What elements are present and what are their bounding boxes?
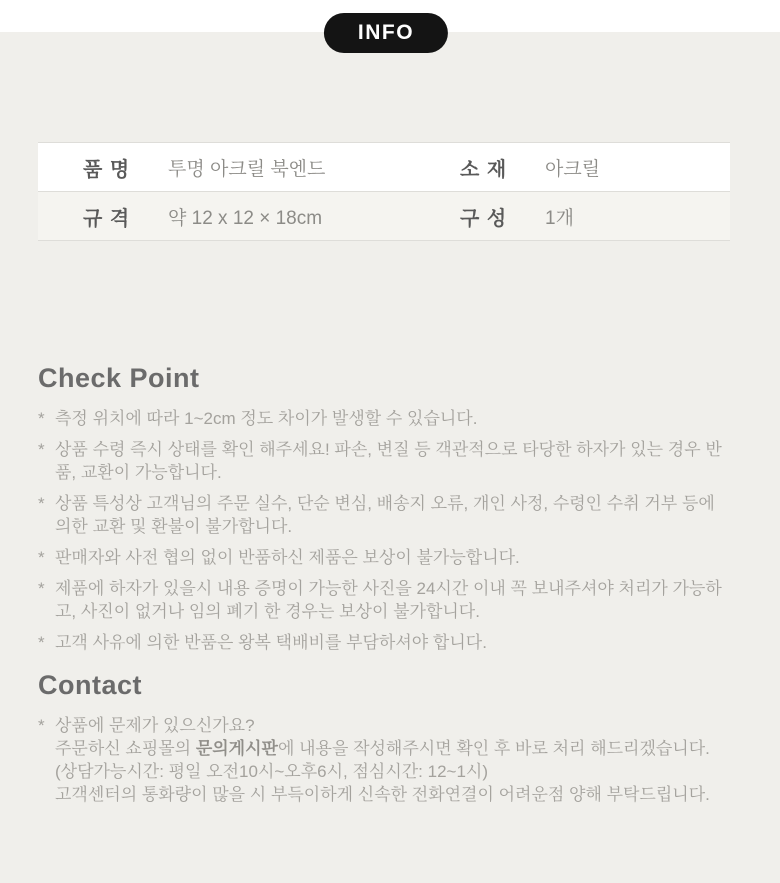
asterisk-marker: * — [38, 409, 45, 428]
spec-row — [38, 191, 730, 240]
check-point-list — [38, 407, 730, 654]
spec-row — [38, 143, 730, 191]
check-point-item — [38, 546, 730, 569]
check-point-item — [38, 631, 730, 654]
check-point-text: 고객 사유에 의한 반품은 왕복 택배비를 부담하셔야 합니다. — [55, 633, 487, 652]
check-point-text: 상품 특성상 고객님의 주문 실수, 단순 변심, 배송지 오류, 개인 사정, 수령인 수취 거부 등에 의한 교환 및 환불이 불가합니다. — [55, 494, 715, 536]
contact-list — [38, 714, 730, 806]
contact-title: Contact — [38, 670, 142, 700]
check-point-item — [38, 438, 730, 484]
check-point-text: 판매자와 사전 협의 없이 반품하신 제품은 보상이 불가능합니다. — [55, 548, 520, 567]
check-point-text: 제품에 하자가 있을시 내용 증명이 가능한 사진을 24시간 이내 꼭 보내주셔야 처리가 가능하고, 사진이 없거나 임의 폐기 한 경우는 보상이 불가합니다. — [55, 579, 722, 621]
check-point-section — [38, 363, 730, 662]
check-point-title: Check Point — [38, 363, 200, 393]
check-point-text: 측정 위치에 따라 1~2cm 정도 차이가 발생할 수 있습니다. — [55, 409, 478, 428]
spec-label-material: 소 재 — [460, 158, 508, 181]
check-point-item — [38, 407, 730, 430]
contact-line2-suffix: 에 내용을 작성해주시면 확인 후 바로 처리 해드리겠습니다. — [277, 739, 710, 758]
info-badge: INFO — [324, 13, 448, 53]
asterisk-marker: * — [38, 440, 45, 459]
check-point-item — [38, 492, 730, 538]
asterisk-marker: * — [38, 548, 45, 567]
asterisk-marker: * — [38, 633, 45, 652]
spec-label-composition: 구 성 — [460, 207, 508, 230]
contact-section — [38, 670, 730, 814]
contact-line — [55, 737, 730, 760]
asterisk-marker: * — [38, 716, 45, 735]
contact-line: 상품에 문제가 있으신가요? — [55, 716, 255, 735]
spec-value-product-name: 투명 아크릴 북엔드 — [168, 158, 326, 180]
contact-note — [38, 714, 730, 806]
inquiry-board-emphasis: 문의게시판 — [195, 739, 278, 758]
spec-label-size: 규 격 — [83, 207, 131, 230]
spec-label-product-name: 품 명 — [83, 158, 131, 181]
asterisk-marker: * — [38, 494, 45, 513]
check-point-text: 상품 수령 즉시 상태를 확인 해주세요! 파손, 변질 등 객관적으로 타당한 하자가 있는 경우 반품, 교환이 가능합니다. — [55, 440, 722, 482]
contact-line2-prefix: 주문하신 쇼핑몰의 — [55, 739, 196, 758]
contact-line: (상담가능시간: 평일 오전10시~오후6시, 점심시간: 12~1시) — [55, 762, 488, 781]
contact-line: 고객센터의 통화량이 많을 시 부득이하게 신속한 전화연결이 어려운점 양해 부탁드립니다. — [55, 785, 710, 804]
spec-value-composition: 1개 — [545, 207, 574, 229]
spec-table — [38, 142, 730, 241]
asterisk-marker: * — [38, 579, 45, 598]
check-point-item — [38, 577, 730, 623]
spec-value-material: 아크릴 — [545, 158, 601, 180]
spec-value-size: 약 12 x 12 × 18cm — [168, 207, 323, 229]
